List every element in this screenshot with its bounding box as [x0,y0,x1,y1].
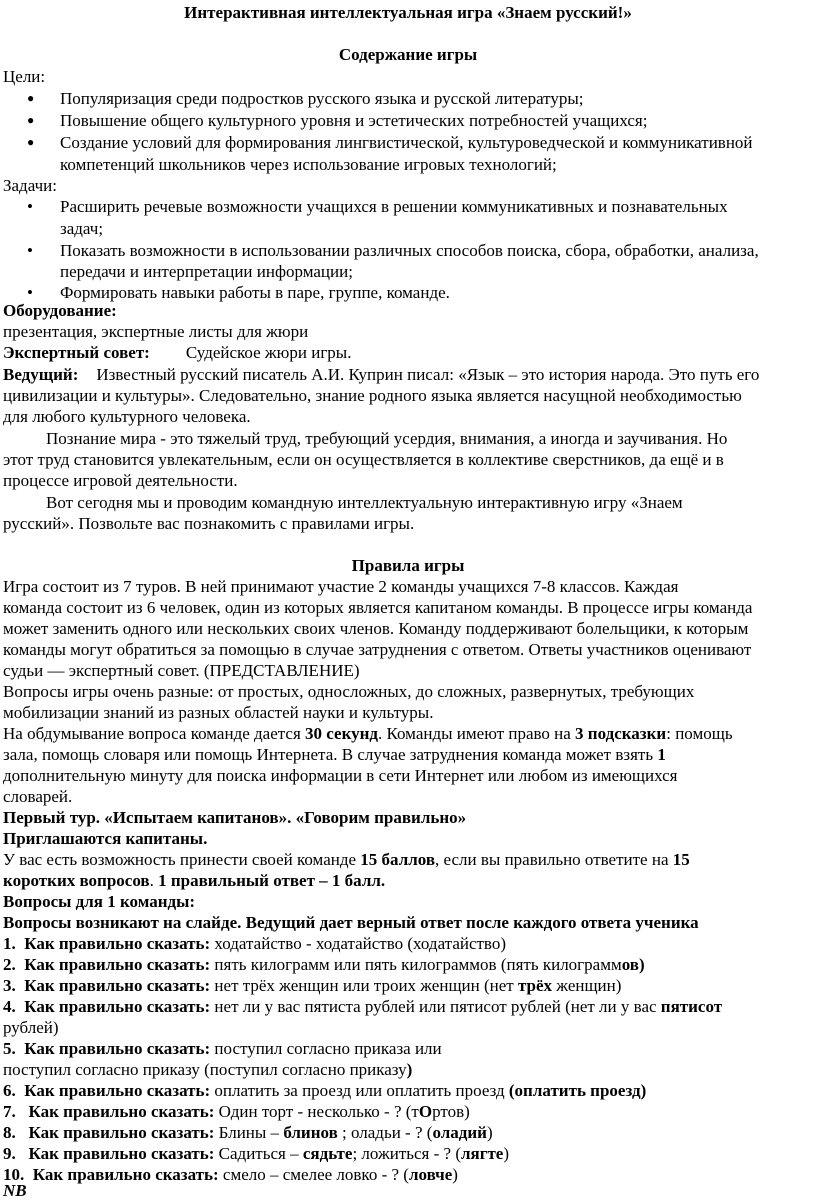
rules-line: команда состоит из 6 человек, один из которых является капитаном команды. В процессе игры команда [3,598,753,617]
round1-scoring-line: У вас есть возможность принести своей команде 15 баллов, если вы правильно ответите на 15 [3,850,690,869]
time-rule-line: На обдумывание вопроса команде дается 30 секунд. Команды имеют право на 3 подсказки: помощь [3,724,733,743]
question-item: 5. Как правильно сказать: поступил согласно приказа или [3,1039,442,1058]
rules-heading: Правила игры [351,556,465,575]
equipment-text: презентация, экспертные листы для жюри [3,322,309,341]
question-item: 8. Как правильно сказать: Блины – блинов ; оладьи - ? (оладий) [3,1123,493,1142]
slide-note: Вопросы возникают на слайде. Ведущий дает верный ответ после каждого ответа ученика [3,913,699,932]
round1-heading: Первый тур. «Испытаем капитанов». «Говорим правильно» [3,808,467,827]
nb-note: NB [3,1181,27,1200]
task-item-continuation: передачи и интерпретации информации; [60,262,353,281]
question-item: 10. Как правильно сказать: смело – смелее ловко - ? (ловче) [3,1165,458,1184]
rules-line: судьи — экспертный совет. (ПРЕДСТАВЛЕНИЕ) [3,661,360,680]
team1-heading: Вопросы для 1 команды: [3,892,196,911]
expert-text: Судейское жюри игры. [185,343,352,362]
round1-scoring-line: коротких вопросов. 1 правильный ответ – 1 балл. [3,871,386,890]
expert-council-line [3,342,351,363]
rules-line: может заменить одного или нескольких своих членов. Команду поддерживают болельщики, к которым [3,619,749,638]
expert-label: Экспертный совет: [3,343,150,362]
document-title: Интерактивная интеллектуальная игра «Знаем русский!» [184,3,632,22]
question-item: 9. Как правильно сказать: Садиться – сядьте; ложиться - ? (лягте) [3,1144,510,1163]
host-line: Ведущий: Известный русский писатель А.И. Куприн писал: «Язык – это история народа. Это путь его [3,365,760,384]
rules-line: Игра состоит из 7 туров. В ней принимают участие 2 команды учащихся 7-8 классов. Каждая [3,577,679,596]
equipment-label: Оборудование: [3,301,117,320]
bullet-icon: • [27,197,33,216]
task-item-continuation: задач; [60,219,104,238]
host-label: Ведущий: [3,365,79,384]
host-line: Вот сегодня мы и проводим командную интеллектуальную интерактивную игру «Знаем [46,493,683,512]
question-continuation: поступил согласно приказу (поступил согласно приказу) [3,1060,413,1079]
question-item: 3. Как правильно сказать: нет трёх женщин или троих женщин (нет трёх женщин) [3,976,622,995]
host-line: для любого культурного человека. [3,407,251,426]
rules-line: мобилизации знаний из разных областей науки и культуры. [3,703,434,722]
question-item: 6. Как правильно сказать: оплатить за проезд или оплатить проезд (оплатить проезд) [3,1081,647,1100]
host-line: русский». Позвольте вас познакомить с правилами игры. [3,514,415,533]
bullet-icon: ● [27,135,35,149]
question-continuation: рублей) [3,1018,59,1037]
round1-invite: Приглашаются капитаны. [3,829,208,848]
goals-label: Цели: [3,67,46,86]
question-item: 7. Как правильно сказать: Один торт - несколько - ? (тОртов) [3,1102,470,1121]
rules-line: Вопросы игры очень разные: от простых, односложных, до сложных, развернутых, требующих [3,682,695,701]
question-item: 4. Как правильно сказать: нет ли у вас пятиста рублей или пятисот рублей (нет ли у вас пятисот [3,997,723,1016]
host-line: Познание мира - это тяжелый труд, требующий усердия, внимания, а иногда и заучивания. Но [46,429,728,448]
bullet-icon: • [27,241,33,260]
host-line: процессе игровой деятельности. [3,471,238,490]
rules-line: команды могут обратиться за помощью в случае затруднения с ответом. Ответы участников оценивают [3,640,752,659]
question-item: 2. Как правильно сказать: пять килограмм или пять килограммов (пять килограммов) [3,955,645,974]
time-rule-line: словарей. [3,787,73,806]
time-rule-line: дополнительную минуту для поиска информации в сети Интернет или любом из имеющихся [3,766,678,785]
bullet-icon: ● [27,113,35,127]
goal-item-continuation: компетенций школьников через использование игровых технологий; [60,155,557,174]
content-heading: Содержание игры [338,45,478,64]
bullet-icon: • [27,283,33,302]
time-rule-line: зала, помощь словаря или помощь Интернета. В случае затруднения команда может взять 1 [3,745,666,764]
bullet-icon: ● [27,91,35,105]
host-line: этот труд становится увлекательным, если он осуществляется в коллективе сверстников, да ещё и в [3,450,724,469]
document-page: Интерактивная интеллектуальная игра «Знаем русский!» Содержание игры Цели: ● Популяризация среди подростков русского языка и русской литературы; ● Повышение общего культурного уровня и эстетических потребностей учащихся; ● Создание условий для формирования лингвистической, культуроведческой и коммуникативной компетенций школьников через использование игровых технологий; Задачи: • Расширить речевые возможности учащихся в решении коммуникативных и познавательных задач; • Показать возможности в использовании различных способов поиска, сбора, обработки, анализа, передачи и интерпретации информации; • Формировать навыки работы в паре, группе, команде. Оборудование: презентация, экспертные листы для жюри Экспертный совет: Судейское жюри игры. Ведущий: Известный русский писатель А.И. Куприн писал: «Язык – это история народа. Это путь его цивилизации и культуры». Следовательно, знание родного языка является насущной необходимостью для любого культурного человека. Познание мира - это тяжелый труд, требующий усердия, внимания, а иногда и заучивания. Но этот труд становится увлекательным, если он осуществляется в коллективе сверстников, да ещё и в процессе игровой деятельности. Вот сегодня мы и проводим командную интеллектуальную интерактивную игру «Знаем русский». Позвольте вас познакомить с правилами игры. Правила игры Игра состоит из 7 туров. В ней принимают участие 2 команды учащихся 7-8 классов. Каждая команда состоит из 6 человек, один из которых является капитаном команды. В процессе игры команда может заменить одного или нескольких своих членов. Команду поддерживают болельщики, к которым команды могут обратиться за помощью в случае затруднения с ответом. Ответы участников оценивают судьи — экспертный совет. (ПРЕДСТАВЛЕНИЕ) Вопросы игры очень разные: от простых, односложных, до сложных, развернутых, требующих мобилизации знаний из разных областей науки и культуры. На обдумывание вопроса команде дается 30 секунд. Команды имеют право на 3 подсказки: помощь зала, помощь словаря или помощь Интернета. В случае затруднения команда может взять 1 дополнительную минуту для поиска информации в сети Интернет или любом из имеющихся словарей. Первый тур. «Испытаем капитанов». «Говорим правильно» Приглашаются капитаны. У вас есть возможность принести своей команде 15 баллов, если вы правильно ответите на 15 коротких вопросов. 1 правильный ответ – 1 балл. Вопросы для 1 команды: Вопросы возникают на слайде. Ведущий дает верный ответ после каждого ответа ученика 1. Как правильно сказать: ходатайство - ходатайство (ходатайство) 2. Как правильно сказать: пять килограмм или пять килограммов (пять килограммов) 3. Как правильно сказать: нет трёх женщин или троих женщин (нет трёх женщин) 4. Как правильно сказать: нет ли у вас пятиста рублей или пятисот рублей (нет ли у вас пятисот рублей) 5. Как правильно сказать: поступил согласно приказа или поступил согласно приказу (поступил согласно приказу) 6. Как правильно сказать: оплатить за проезд или оплатить проезд (оплатить проезд) 7. Как правильно сказать: Один торт - несколько - ? (тОртов) 8. Как правильно сказать: Блины – блинов ; оладьи - ? (оладий) 9. Как правильно сказать: Садиться – сядьте; ложиться - ? (лягте) 10. Как правильно сказать: смело – смелее ловко - ? (ловче) NB [0,0,816,1194]
host-line: цивилизации и культуры». Следовательно, знание родного языка является насущной необходимостью [3,386,742,405]
question-item: 1. Как правильно сказать: ходатайство - ходатайство (ходатайство) [3,934,507,953]
tasks-label: Задачи: [3,176,57,195]
